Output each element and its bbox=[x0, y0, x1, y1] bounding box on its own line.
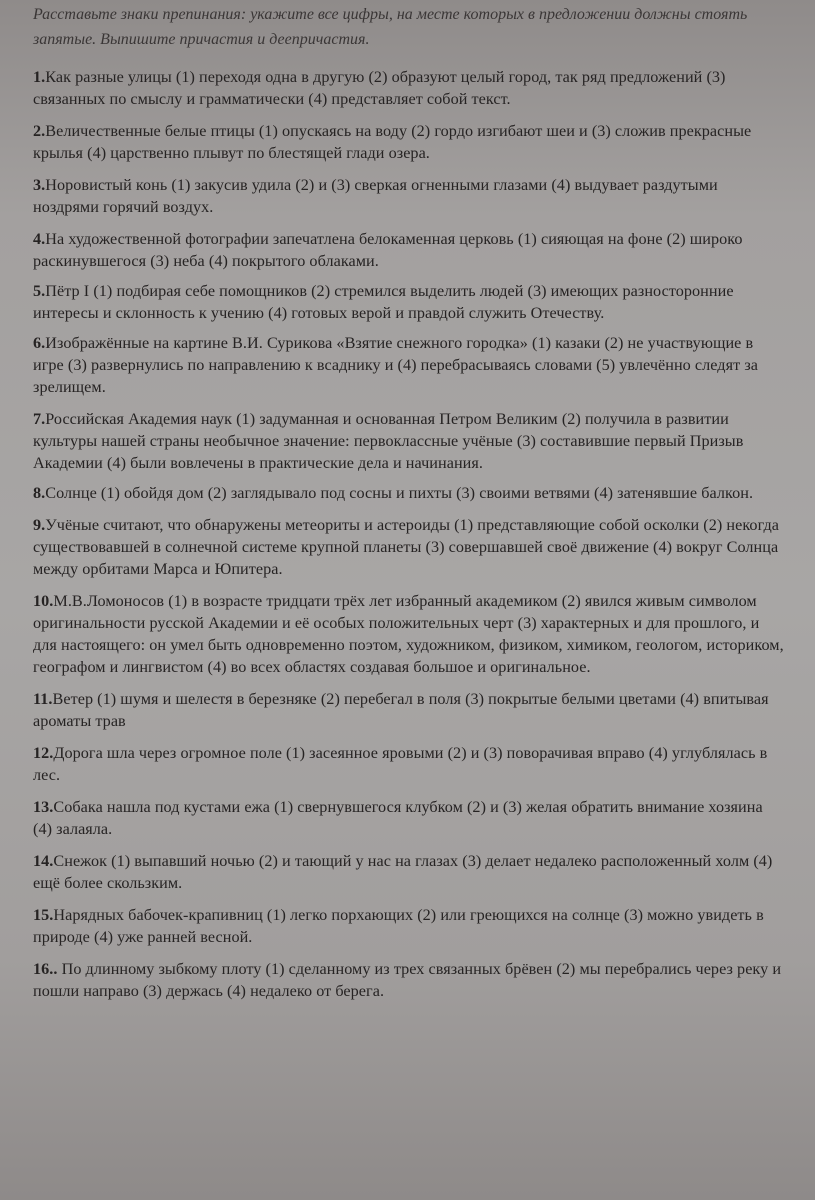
task-number: 4. bbox=[33, 230, 46, 248]
task-text: На художественной фотографии запечатлена белокаменная церковь (1) сияющая на фоне (2) широко раскинувшегося (3) неба (4) покрытого облаками. bbox=[33, 230, 743, 270]
task-text: Величественные белые птицы (1) опускаясь на воду (2) гордо изгибают шеи и (3) сложив прекрасные крылья (4) царственно плывут по блестящей глади озера. bbox=[33, 122, 752, 162]
instruction-text: Расставьте знаки препинания: укажите все цифры, на месте которых в предложении должны стоять запятые. Выпишите причастия и деепричастия. bbox=[33, 6, 748, 48]
task-item bbox=[33, 482, 785, 504]
task-number: 15. bbox=[33, 906, 54, 924]
task-item bbox=[33, 742, 785, 786]
task-text: Изображённые на картине В.И. Сурикова «Взятие снежного городка» (1) казаки (2) не участвующие в игре (3) развернулись по направлению к всаднику и (4) перебрасываясь словами (5) увлечённо следят за зрелищем. bbox=[33, 334, 758, 396]
task-item bbox=[33, 120, 785, 164]
task-text: Российская Академия наук (1) задуманная и основанная Петром Великим (2) получила в развитии культуры нашей страны необычное значение: первоклассные учёные (3) составившие первый Призыв Академии (4) были вовлечены в практические дела и начинания. bbox=[33, 410, 744, 472]
task-item bbox=[33, 688, 785, 732]
task-item bbox=[33, 332, 785, 398]
task-number: 16.. bbox=[33, 960, 58, 978]
task-number: 13. bbox=[33, 798, 54, 816]
task-text: По длинному зыбкому плоту (1) сделанному из трех связанных брёвен (2) мы перебрались через реку и пошли направо (3) держась (4) недалеко от берега. bbox=[33, 960, 782, 1000]
task-item bbox=[33, 590, 785, 678]
task-text: Ветер (1) шумя и шелестя в березняке (2) перебегал в поля (3) покрытые белыми цветами (4) впитывая ароматы трав bbox=[33, 690, 769, 730]
task-text: Солнце (1) обойдя дом (2) заглядывало под сосны и пихты (3) своими ветвями (4) затенявшие балкон. bbox=[45, 484, 754, 502]
task-number: 5. bbox=[33, 282, 46, 300]
task-item bbox=[33, 514, 785, 580]
task-number: 14. bbox=[33, 852, 54, 870]
task-item bbox=[33, 904, 785, 948]
task-number: 11. bbox=[33, 690, 53, 708]
task-number: 9. bbox=[33, 516, 46, 534]
task-text: Собака нашла под кустами ежа (1) свернувшегося клубком (2) и (3) желая обратить внимание хозяина (4) залаяла. bbox=[33, 798, 763, 838]
task-number: 8. bbox=[33, 484, 46, 502]
task-number: 3. bbox=[33, 176, 46, 194]
task-number: 6. bbox=[33, 334, 46, 352]
task-number: 7. bbox=[33, 410, 46, 428]
task-number: 1. bbox=[33, 68, 46, 86]
task-item bbox=[33, 174, 785, 218]
task-text: Дорога шла через огромное поле (1) засеянное яровыми (2) и (3) поворачивая вправо (4) углублялась в лес. bbox=[33, 744, 768, 784]
task-item bbox=[33, 958, 785, 1002]
task-item bbox=[33, 280, 785, 324]
task-number: 10. bbox=[33, 592, 54, 610]
task-text: Снежок (1) выпавший ночью (2) и тающий у нас на глазах (3) делает недалеко расположенный холм (4) ещё более скользким. bbox=[33, 852, 773, 892]
task-item bbox=[33, 228, 785, 272]
task-text: Как разные улицы (1) переходя одна в другую (2) образуют целый город, так ряд предложений (3) связанных по смыслу и грамматически (4) представляет собой текст. bbox=[33, 68, 726, 108]
task-item bbox=[33, 408, 785, 474]
task-item bbox=[33, 850, 785, 894]
task-text: Нарядных бабочек-крапивниц (1) легко порхающих (2) или греющихся на солнце (3) можно увидеть в природе (4) уже ранней весной. bbox=[33, 906, 764, 946]
task-number: 12. bbox=[33, 744, 54, 762]
task-text: Норовистый конь (1) закусив удила (2) и (3) сверкая огненными глазами (4) выдувает раздутыми ноздрями горячий воздух. bbox=[33, 176, 718, 216]
task-item bbox=[33, 66, 785, 110]
task-text: М.В.Ломоносов (1) в возрасте тридцати трёх лет избранный академиком (2) явился живым символом оригинальности русской Академии и её особых положительных черт (3) характерных и для прошлого, и для настоящего: он умел быть одновременно поэтом, художником, физиком, химиком, геологом, историком, географом и лингвистом (4) во всех областях создавая большое и оригинальное. bbox=[33, 592, 784, 676]
task-text: Пётр I (1) подбирая себе помощников (2) стремился выделить людей (3) имеющих разносторонние интересы и склонность к учению (4) готовых верой и правдой служить Отечеству. bbox=[33, 282, 734, 322]
task-text: Учёные считают, что обнаружены метеориты и астероиды (1) представляющие собой осколки (2) некогда существовавшей в солнечной системе крупной планеты (3) совершавшей своё движение (4) вокруг Солнца между орбитами Марса и Юпитера. bbox=[33, 516, 779, 578]
task-number: 2. bbox=[33, 122, 46, 140]
task-item bbox=[33, 796, 785, 840]
